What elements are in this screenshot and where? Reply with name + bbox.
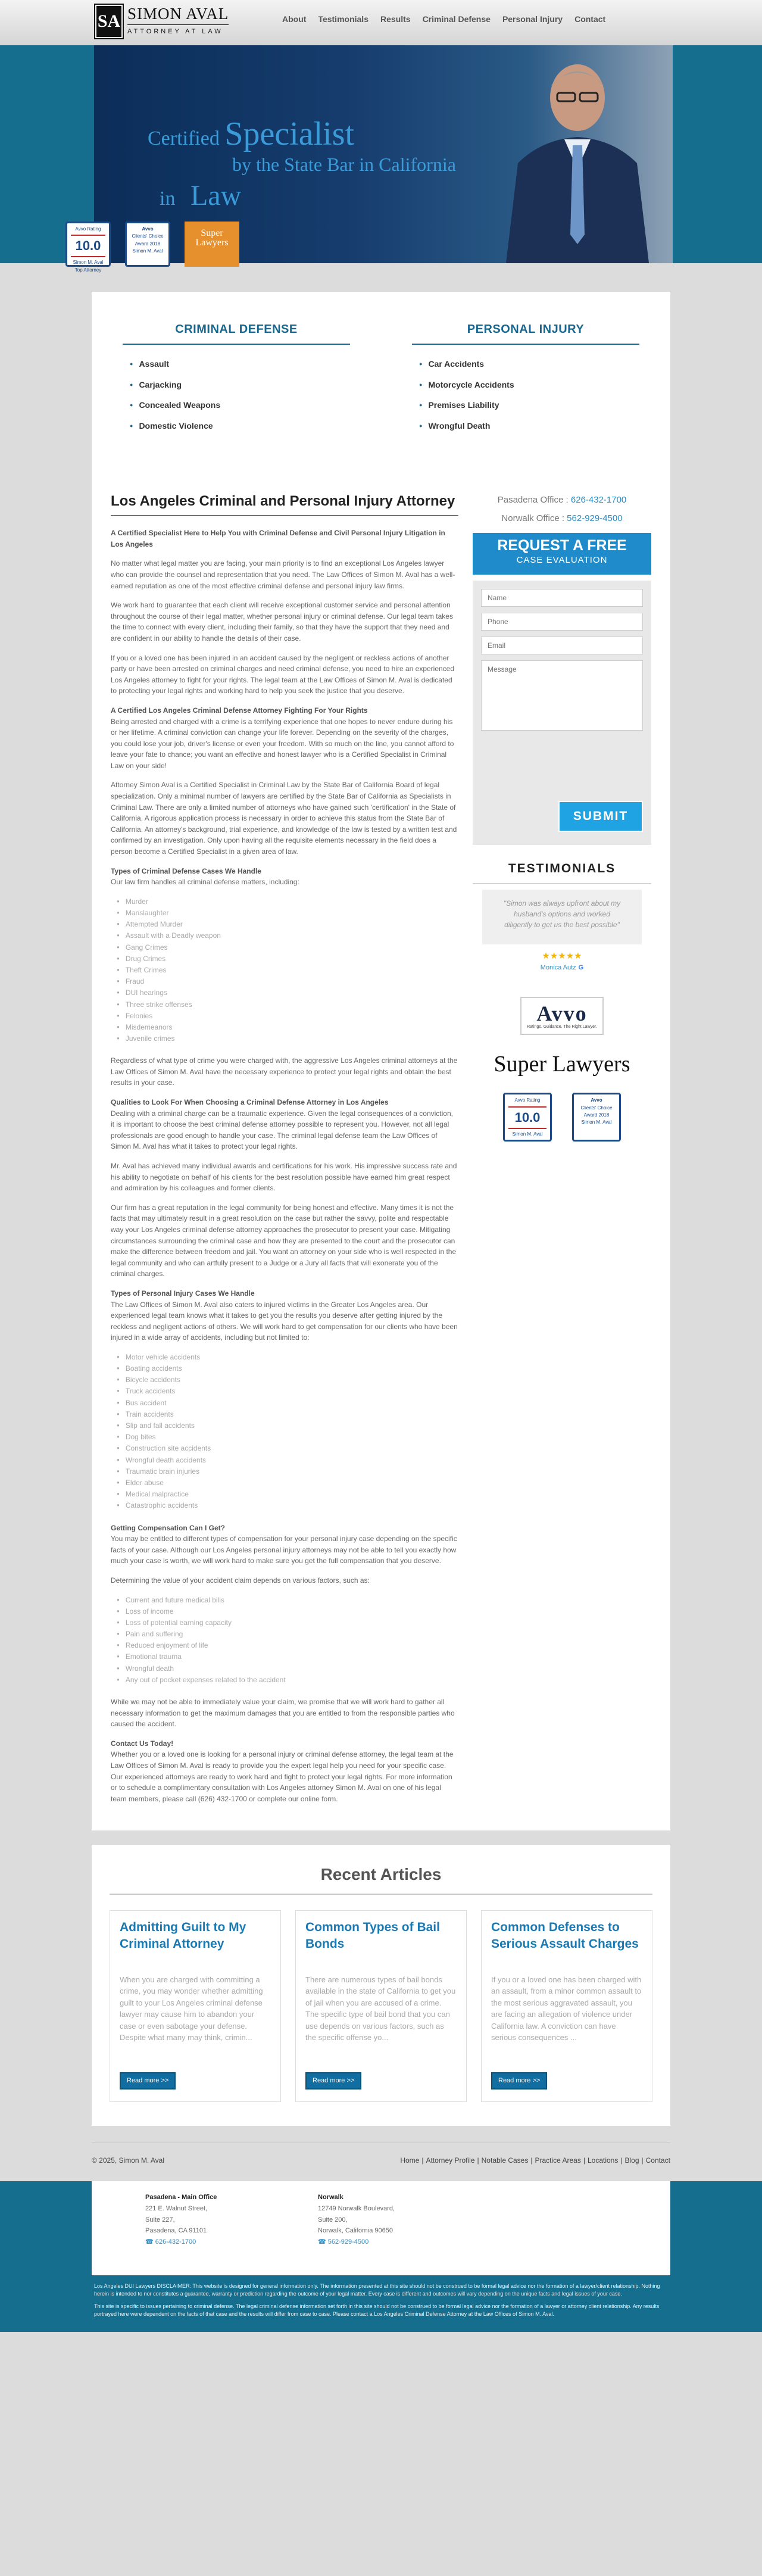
criminal-defense-column [92, 320, 381, 472]
article-card-excerpt: There are numerous types of bail bonds available in the state of California to get you of jail when you are accused of a crime. The specific type of bail bond that you can use depends on various factors, such as the specific offense yo... [305, 1975, 456, 2042]
article-card [110, 1910, 281, 2102]
hero-headline-line3 [160, 174, 241, 218]
article-paragraph: Attorney Simon Aval is a Certified Specialist in Criminal Law by the State Bar of California Board of legal specialization. Only a minimal number of lawyers are certified by the State Bar of California as Specialists in Criminal Law. There are only a limited number of attorneys who have gained such 'certification' in the State of California. A rigorous application process is necessary in order to achieve this status from the State Bar of California. An attorney's background, trial experience, and knowledge of the law is tested by a written test and confirmed by an investigation. Only upon having all the requisite elements necessary in the field does a person become a Certified Specialist in a given area of law. [111, 781, 457, 856]
article-paragraph: Mr. Aval has achieved many individual awards and certifications for his work. His impressive success rate and his ability to negotiate on behalf of his clients for the best resolution possible have earned him great respect and admiration by his colleagues and former clients. [111, 1162, 457, 1193]
list-item: ● DUI hearings [117, 987, 458, 999]
norwalk-label: Norwalk Office : [501, 513, 567, 524]
super-lawyers-word2: Lawyers [195, 238, 229, 248]
main-article [111, 472, 458, 1813]
norwalk-phone-link[interactable]: 562-929-4500 [567, 513, 623, 524]
list-item: ● Bus accident [117, 1398, 458, 1409]
article-cards [110, 1910, 652, 2102]
section-heading: Types of Personal Injury Cases We Handle [111, 1289, 255, 1298]
nav-criminal-defense[interactable]: Criminal Defense [422, 14, 491, 24]
norwalk-phone [473, 512, 651, 525]
article-card-title[interactable]: Admitting Guilt to My Criminal Attorney [120, 1920, 246, 1951]
pasadena-phone [473, 493, 651, 507]
article-paragraph: No matter what legal matter you are facing, your main priority is to find an exceptional Los Angeles lawyer who can provide the counsel and representation that you need. The Law Offices of Simon M. Aval has a well-earned reputation as one of the most effective criminal defense and personal injury law firms. [111, 559, 455, 590]
avvo-rating-badge [65, 222, 111, 273]
list-item: ● Emotional trauma [117, 1651, 458, 1663]
section-heading: Contact Us Today! [111, 1739, 174, 1748]
site-footer [0, 2142, 762, 2332]
testimonials-divider [473, 883, 651, 884]
list-item: ● Loss of income [117, 1606, 458, 1617]
office-name: Norwalk [318, 2194, 343, 2201]
content-spacer [92, 1813, 670, 1830]
nav-about[interactable]: About [282, 14, 307, 24]
criminal-cases-list [117, 896, 458, 1044]
footer-link-locations[interactable]: Locations [587, 2156, 619, 2165]
avvo-name: Simon M. Aval [512, 1131, 543, 1137]
pasadena-label: Pasadena Office : [497, 495, 571, 505]
article-paragraph: You may be entitled to different types of compensation for your personal injury case depending on the specific facts of your case. Although our Los Angeles personal injury attorneys may not be able to tell you exactly how much your case is worth, we will work hard to make sure you get the full compensation that you deserve. [111, 1535, 457, 1565]
google-icon: G [578, 964, 584, 972]
legal-disclaimer [0, 2275, 762, 2331]
office-phone[interactable] [318, 2237, 455, 2248]
nav-personal-injury[interactable]: Personal Injury [502, 14, 563, 24]
submit-button[interactable]: SUBMIT [558, 801, 643, 832]
area-item-motorcycle-accidents[interactable]: ● Motorcycle Accidents [419, 379, 670, 392]
factors-list [117, 1595, 458, 1686]
logo-text [127, 6, 229, 37]
list-item: ● Dog bites [117, 1432, 458, 1443]
name-field[interactable] [481, 589, 643, 607]
read-more-button[interactable]: Read more >> [305, 2072, 361, 2090]
avvo-logo[interactable] [520, 997, 604, 1035]
article-paragraph: The Law Offices of Simon M. Aval also caters to injured victims in the Greater Los Angeles area. Our experienced legal team knows what it takes to get you the results you deserve after getting injured by the reckless and negligent actions of others. We will work hard to get compensation for our clients who have been injured in a wide array of accidents, including but not limited to: [111, 1300, 458, 1342]
nav-contact[interactable]: Contact [574, 14, 606, 24]
email-field[interactable] [481, 637, 643, 654]
avvo-rating-label: Avvo Rating [75, 226, 101, 232]
title-divider [111, 515, 458, 516]
avvo-score: 10.0 [508, 1106, 546, 1129]
star-rating: ★★★★★ [542, 951, 582, 962]
area-item-domestic-violence[interactable]: ● Domestic Violence [130, 420, 381, 433]
list-item: ● Catastrophic accidents [117, 1500, 458, 1511]
injury-cases-list [117, 1352, 458, 1512]
article-lead: A Certified Specialist Here to Help You with Criminal Defense and Civil Personal Injury Litigation in Los Angeles [111, 529, 445, 548]
footer-link-attorney-profile[interactable]: Attorney Profile [426, 2156, 475, 2165]
testimonials-title: TESTIMONIALS [508, 861, 616, 875]
testimonial-quote: "Simon was always upfront about my husband's options and worked diligently to get us the best possible" [482, 890, 642, 944]
office-address-line: Pasadena, CA 91101 [145, 2227, 207, 2235]
testimonial-author [473, 963, 651, 973]
contact-form [473, 581, 651, 845]
link-separator: | [641, 2156, 644, 2165]
footer-band [0, 2181, 762, 2275]
phone-field[interactable] [481, 613, 643, 631]
avvo-wordmark: Avvo [536, 1002, 588, 1026]
article-paragraph: Regardless of what type of crime you were charged with, the aggressive Los Angeles criminal attorneys at the Law Offices of Simon M. Aval have the necessary experience to protect your legal rights and obtain the best results in your case. [111, 1056, 458, 1087]
criminal-defense-title[interactable]: CRIMINAL DEFENSE [123, 320, 350, 345]
list-item: ● Juvenile crimes [117, 1033, 458, 1044]
list-item: ● Pain and suffering [117, 1629, 458, 1640]
list-item: ● Loss of potential earning capacity [117, 1617, 458, 1629]
area-item-assault[interactable]: ● Assault [130, 358, 381, 371]
hero-law-text: Law [190, 180, 242, 211]
avvo-rating-label: Avvo Rating [514, 1097, 541, 1103]
area-item-carjacking[interactable]: ● Carjacking [130, 379, 381, 392]
office-address-line: Suite 200, [318, 2216, 348, 2223]
list-item: ● Fraud [117, 976, 458, 987]
sidebar [473, 472, 651, 1813]
free-evaluation-banner[interactable] [473, 533, 651, 575]
hero-headline-line2: by the State Bar in California [232, 154, 456, 175]
link-separator: | [583, 2156, 585, 2165]
list-item: ● Slip and fall accidents [117, 1420, 458, 1432]
list-item: ● Current and future medical bills [117, 1595, 458, 1606]
list-item: ● Elder abuse [117, 1477, 458, 1489]
personal-injury-list [412, 358, 670, 433]
list-item: ● Wrongful death [117, 1663, 458, 1674]
area-item-premises-liability[interactable]: ● Premises Liability [419, 399, 670, 412]
office-address-line: 221 E. Walnut Street, [145, 2205, 208, 2213]
logo-divider [127, 24, 229, 25]
list-item: ● Train accidents [117, 1409, 458, 1420]
footer-link-blog[interactable]: Blog [624, 2156, 639, 2165]
list-item: ● Drug Crimes [117, 953, 458, 965]
hero-badges [65, 222, 239, 273]
article-card [295, 1910, 467, 2102]
office-locations [92, 2181, 670, 2275]
link-separator: | [530, 2156, 533, 2165]
clients-choice-title: Avvo [591, 1097, 602, 1103]
list-item: ● Attempted Murder [117, 919, 458, 930]
list-item: ● Misdemeanors [117, 1022, 458, 1033]
main-container [92, 292, 670, 1830]
area-item-concealed-weapons[interactable]: ● Concealed Weapons [130, 399, 381, 412]
recent-articles [92, 1845, 670, 2125]
article-paragraph: Dealing with a criminal charge can be a traumatic experience. Given the legal consequences of a conviction, it is important to choose the best criminal defense attorney possible to represent you. However, not all legal professionals are good enough to handle your case. The criminal legal defense team the Law Offices of Simon M. Aval has what it takes to protect your legal rights. [111, 1109, 453, 1151]
article-card-title[interactable]: Common Defenses to Serious Assault Charges [491, 1920, 639, 1951]
copyright: © 2025, Simon M. Aval [92, 2156, 165, 2165]
list-item: ● Construction site accidents [117, 1443, 458, 1454]
article-card [481, 1910, 652, 2102]
recent-articles-title: Recent Articles [320, 1865, 442, 1884]
list-item: ● Truck accidents [117, 1386, 458, 1397]
nav-results[interactable]: Results [380, 14, 411, 24]
link-separator: | [477, 2156, 479, 2165]
hero-banner [0, 45, 762, 273]
site-header [0, 0, 762, 45]
section-heading: A Certified Los Angeles Criminal Defense Attorney Fighting For Your Rights [111, 706, 368, 715]
disclaimer-paragraph: This site is specific to issues pertaining to criminal defense. The legal criminal defense information set forth in this site should not be construed to be formal legal advice nor the formation of a lawyer or attorney client relationship. Any results portrayed here were dependent on the facts of that case and the results will differ from case to case. Please contact a Los Angeles Criminal Defense Attorney at the Law Offices of Simon M. Aval. [94, 2303, 660, 2318]
article-card-title[interactable]: Common Types of Bail Bonds [305, 1920, 440, 1951]
list-item: ● Gang Crimes [117, 942, 458, 953]
clients-choice-badge [572, 1093, 621, 1142]
disclaimer-paragraph: Los Angeles DUI Lawyers DISCLAIMER: This website is designed for general information only. The information presented at this site should not be construed to be formal legal advice nor the formation of a lawyer/client relationship. Nothing herein is intended to nor constitutes a guarantee, warranty or prediction regarding the outcome of your legal matter. Every case is different and outcomes will vary depending on the unique facts and legal issues of your case. [94, 2283, 660, 2297]
office-norwalk [318, 2192, 455, 2275]
cta-headline: REQUEST A FREE [497, 537, 627, 554]
clients-choice-title: Avvo [142, 226, 154, 232]
list-item: ● Reduced enjoyment of life [117, 1640, 458, 1651]
pasadena-phone-link[interactable]: 626-432-1700 [570, 495, 627, 505]
footer-top [92, 2142, 670, 2175]
clients-choice-name: Simon M. Aval [581, 1119, 612, 1125]
clients-choice-label: Clients' Choice Award 2018 [132, 233, 164, 247]
phone-icon: ☎ [145, 2238, 155, 2246]
office-phone-number: 562-929-4500 [327, 2238, 369, 2246]
office-address-line: Norwalk, California 90650 [318, 2227, 393, 2235]
hero-certified-text: Certified [148, 127, 220, 149]
attorney-portrait [506, 56, 649, 263]
logo-monogram: SA [95, 5, 123, 38]
area-item-car-accidents[interactable]: ● Car Accidents [419, 358, 670, 371]
office-address-line: Suite 227, [145, 2216, 175, 2223]
article-paragraph: If you or a loved one has been injured in an accident caused by the negligent or reckless actions of another party or have been arrested on criminal charges and need criminal defense, you need to hire an experienced Los Angeles attorney to fight for your rights. The legal team at the Law Offices of Simon M. Aval is dedicated to protecting your legal rights and working hard to help you seek the justice that you deserve. [111, 653, 455, 696]
office-name: Pasadena - Main Office [145, 2194, 217, 2201]
logo-subtitle: ATTORNEY AT LAW [127, 27, 223, 35]
office-pasadena [145, 2192, 282, 2275]
message-field[interactable] [481, 660, 643, 731]
page-title: Los Angeles Criminal and Personal Injury Attorney [111, 493, 455, 509]
logo-name: SIMON AVAL [127, 4, 229, 23]
list-item: ● Bicycle accidents [117, 1374, 458, 1386]
list-item: ● Boating accidents [117, 1363, 458, 1374]
list-item: ● Motor vehicle accidents [117, 1352, 458, 1363]
link-separator: | [620, 2156, 623, 2165]
article-paragraph: Whether you or a loved one is looking for a personal injury or criminal defense attorney, the legal team at the Law Offices of Simon M. Aval is ready to provide you the expert legal help you need for your specific case. Our experienced attorneys are ready to work hard and fight to protect your legal rights. For more information or to schedule a complimentary consultation with Los Angeles attorney Simon M. Aval on one of his legal team members, please call (626) 432-1700 or complete our online form. [111, 1750, 454, 1803]
article-paragraph: While we may not be able to immediately value your claim, we promise that we will work hard to gather all necessary information to get the maximum damages that you are entitled to from the responsible parties who caused the accident. [111, 1698, 455, 1729]
site-logo[interactable] [95, 5, 229, 38]
section-heading: Getting Compensation Can I Get? [111, 1523, 226, 1532]
read-more-button[interactable]: Read more >> [120, 2072, 176, 2090]
list-item: ● Manslaughter [117, 907, 458, 919]
clients-choice-label: Clients' Choice Award 2018 [580, 1105, 613, 1118]
hero-specialist-text: Specialist [224, 116, 355, 152]
sidebar-badges [473, 1093, 651, 1142]
avvo-foot: Top Attorney [74, 267, 102, 273]
office-address-line: 12749 Norwalk Boulevard, [318, 2205, 395, 2213]
article-paragraph: We work hard to guarantee that each client will receive exceptional customer service and personal attention throughout the course of their legal matter, whether personal injury or criminal defense. Our legal team takes the time to connect with every client, including their family, so that they have the support that they need and are confident in our ability to handle the details of their case. [111, 601, 453, 643]
criminal-defense-list [123, 358, 381, 433]
area-item-wrongful-death[interactable]: ● Wrongful Death [419, 420, 670, 433]
list-item: ● Felonies [117, 1011, 458, 1022]
avvo-rating-badge [503, 1093, 552, 1142]
section-heading: Types of Criminal Defense Cases We Handle [111, 866, 261, 875]
article-card-excerpt: If you or a loved one has been charged with an assault, from a minor common assault to the most serious aggravated assault, you are facing an allegation of violence under California law. A conviction can have serious consequences ... [491, 1975, 642, 2042]
article-paragraph: Our law firm handles all criminal defense matters, including: [111, 878, 299, 887]
personal-injury-title[interactable]: PERSONAL INJURY [412, 320, 639, 345]
personal-injury-column [381, 320, 670, 472]
list-item: ● Any out of pocket expenses related to the accident [117, 1674, 458, 1686]
phone-icon: ☎ [318, 2238, 328, 2246]
list-item: ● Wrongful death accidents [117, 1455, 458, 1466]
article-paragraph: Our firm has a great reputation in the legal community for being honest and effective. Many times it is not the facts that may ultimately result in a great resolution on the case but rather the savvy, polite and respectable way your Los Angeles criminal defense attorney approaches the prosecutor to present your case. Mitigating circumstances surrounding the criminal case and how they are presented to the court and the prosecutor can make the difference between freedom and jail. You want an attorney on your side who is well respected in the legal community and who can artfully present to a Judge or a Jury all facts that will exonerate you of the criminal charges. [111, 1203, 457, 1278]
footer-link-contact[interactable]: Contact [645, 2156, 670, 2165]
avvo-score: 10.0 [71, 235, 105, 257]
office-phone[interactable] [145, 2237, 282, 2248]
author-name: Monica Autz [540, 964, 576, 972]
nav-testimonials[interactable]: Testimonials [318, 14, 368, 24]
list-item: ● Murder [117, 896, 458, 907]
footer-links [400, 2155, 670, 2166]
main-nav [282, 13, 605, 26]
clients-choice-badge [125, 222, 170, 267]
article-paragraph: Being arrested and charged with a crime is a terrifying experience that one hopes to never endure during his or her lifetime. A criminal conviction can change your life forever. Depending on the severity of the charges, you could lose your job, driver's license or even your freedom. With so much on the line, you cannot afford to leave your fate to chance; you want an effective and honest lawyer who is a Certified Specialist in Criminal Law on your side! [111, 717, 454, 770]
list-item: ● Medical malpractice [117, 1489, 458, 1500]
super-lawyers-word1: Super [201, 228, 223, 238]
practice-areas [92, 292, 670, 472]
section-heading: Qualities to Look For When Choosing a Criminal Defense Attorney in Los Angeles [111, 1098, 389, 1107]
list-item: ● Theft Crimes [117, 965, 458, 976]
super-lawyers-badge [185, 222, 239, 267]
footer-link-notable-cases[interactable]: Notable Cases [481, 2156, 529, 2165]
article-card-excerpt: When you are charged with committing a crime, you may wonder whether admitting guilt to your Los Angeles criminal defense lawyer may cause him to abandon your case or even sabotage your defense. Despite what many may think, crimin... [120, 1975, 263, 2042]
hero-in-text: in [160, 188, 176, 210]
footer-link-home[interactable]: Home [400, 2156, 420, 2165]
recent-divider [110, 1894, 652, 1895]
cta-subline: CASE EVALUATION [516, 554, 608, 565]
office-phone-number: 626-432-1700 [155, 2238, 196, 2246]
link-separator: | [421, 2156, 424, 2165]
avvo-tagline: Ratings. Guidance. The Right Lawyer. [527, 1025, 597, 1030]
article-paragraph: Determining the value of your accident claim depends on various factors, such as: [111, 1576, 370, 1585]
footer-link-practice-areas[interactable]: Practice Areas [535, 2156, 581, 2165]
list-item: ● Assault with a Deadly weapon [117, 930, 458, 941]
avvo-name: Simon M. Aval [73, 260, 104, 266]
list-item: ● Three strike offenses [117, 999, 458, 1011]
list-item: ● Traumatic brain injuries [117, 1466, 458, 1477]
read-more-button[interactable]: Read more >> [491, 2072, 547, 2090]
clients-choice-name: Simon M. Aval [132, 248, 163, 254]
super-lawyers-logo[interactable]: Super Lawyers [494, 1052, 630, 1077]
content-area [92, 472, 670, 1813]
